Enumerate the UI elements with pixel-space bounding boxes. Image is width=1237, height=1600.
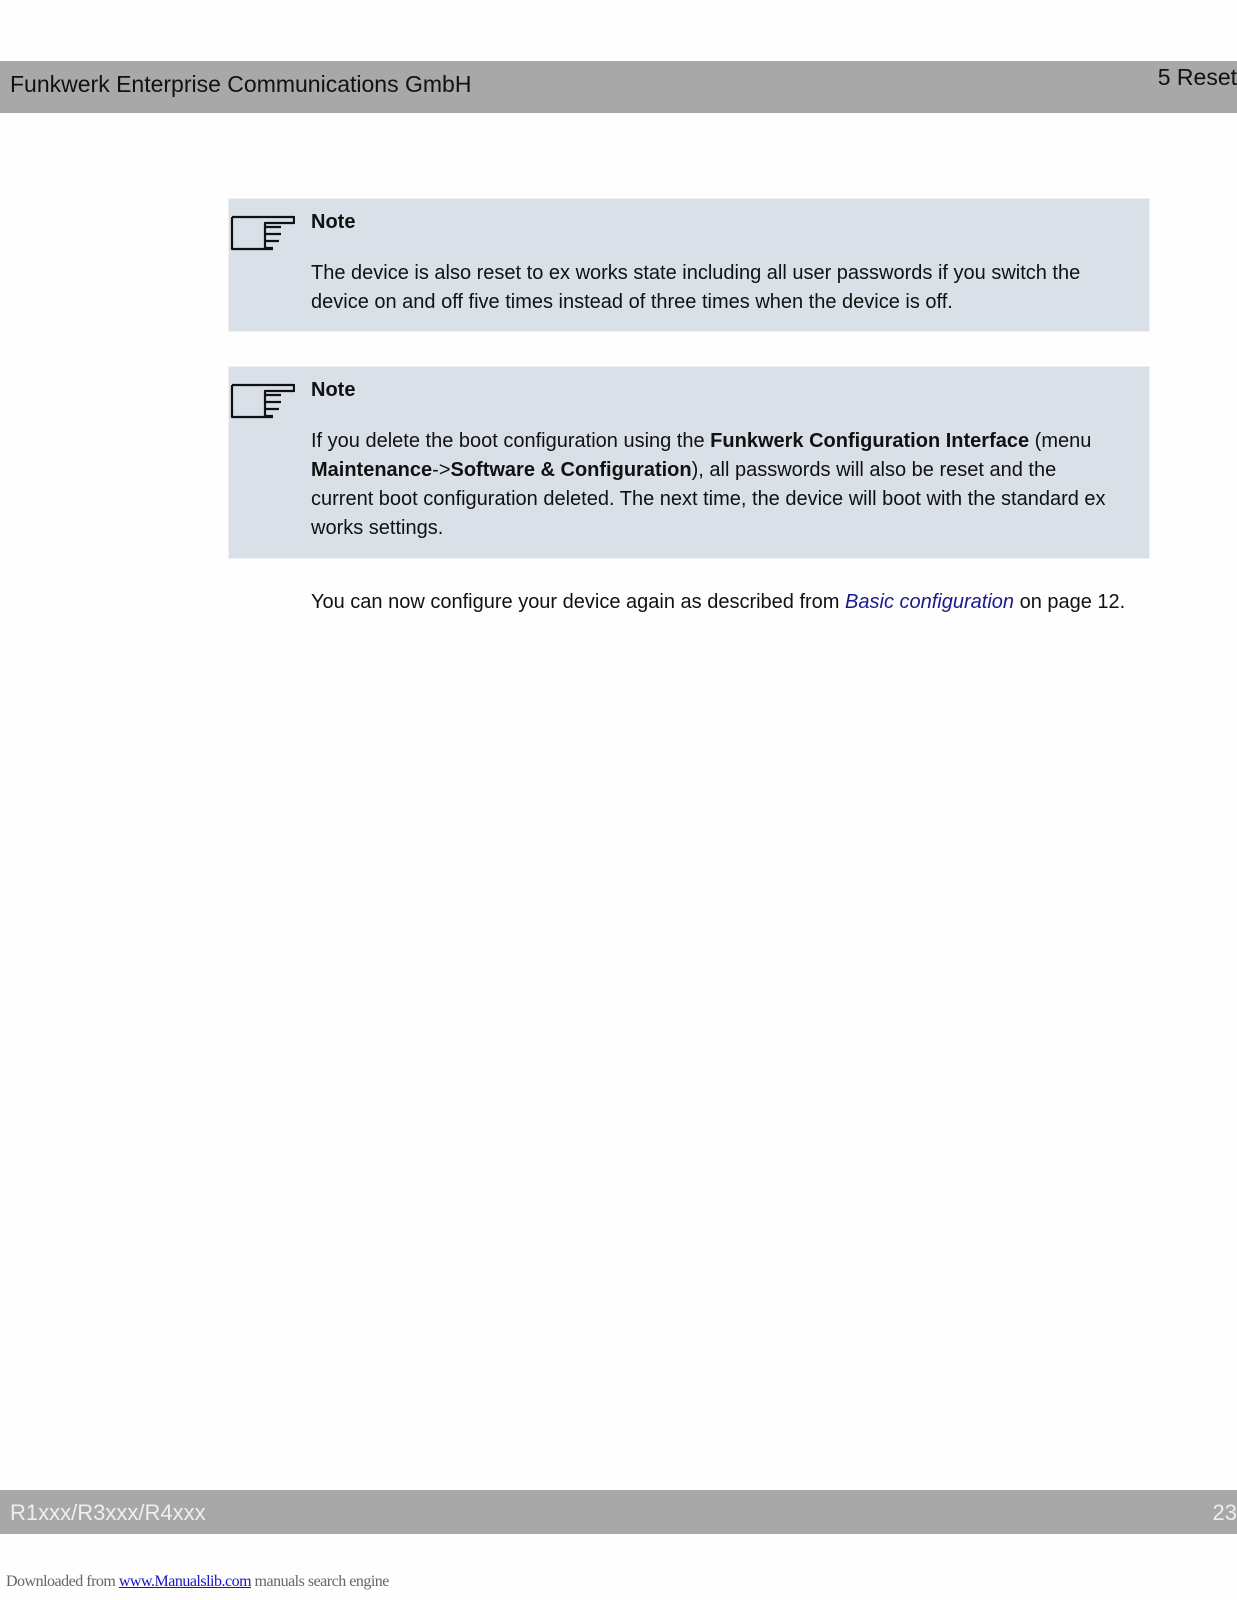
download-notice bbox=[6, 1573, 389, 1591]
download-prefix: Downloaded from bbox=[6, 1573, 119, 1590]
body-paragraph bbox=[311, 588, 1141, 617]
note-body bbox=[311, 259, 1111, 317]
header-company: Funkwerk Enterprise Communications GmbH bbox=[10, 71, 472, 97]
note-text: The device is also reset to ex works state including all user passwords if you switch the device on and off five times instead of three times when the device is off. bbox=[311, 262, 1081, 313]
ui-term: Funkwerk Configuration Interface bbox=[710, 430, 1030, 452]
note-text: -> bbox=[432, 459, 451, 481]
header-chapter: 5 Reset bbox=[1157, 64, 1237, 90]
note-title: Note bbox=[311, 211, 356, 233]
note-box-2 bbox=[228, 366, 1150, 559]
note-title: Note bbox=[311, 379, 356, 401]
pointing-hand-icon bbox=[229, 213, 295, 253]
note-body bbox=[311, 427, 1111, 543]
note-text: (menu bbox=[1029, 430, 1092, 452]
ui-term: Software & Configuration bbox=[450, 459, 692, 481]
cross-reference-link[interactable]: Basic configuration bbox=[845, 591, 1015, 613]
footer-model: R1xxx/R3xxx/R4xxx bbox=[10, 1500, 206, 1525]
download-suffix: manuals search engine bbox=[251, 1573, 389, 1590]
note-box-1 bbox=[228, 198, 1150, 332]
page-number: 23 bbox=[1212, 1500, 1237, 1525]
note-text: ), all passwords will also be reset and the current boot configuration deleted. The next time, the device will boot with the standard ex works settings. bbox=[311, 459, 1106, 539]
page-footer bbox=[0, 1490, 1237, 1534]
manualslib-link[interactable]: www.Manualslib.com bbox=[118, 1573, 252, 1590]
ui-term: Maintenance bbox=[311, 459, 433, 481]
paragraph-text: You can now configure your device again as described from bbox=[311, 591, 846, 613]
note-text: If you delete the boot configuration using the bbox=[311, 430, 711, 452]
pointing-hand-icon bbox=[229, 381, 295, 421]
paragraph-text: on page 12. bbox=[1014, 591, 1126, 613]
page-header bbox=[0, 61, 1237, 113]
